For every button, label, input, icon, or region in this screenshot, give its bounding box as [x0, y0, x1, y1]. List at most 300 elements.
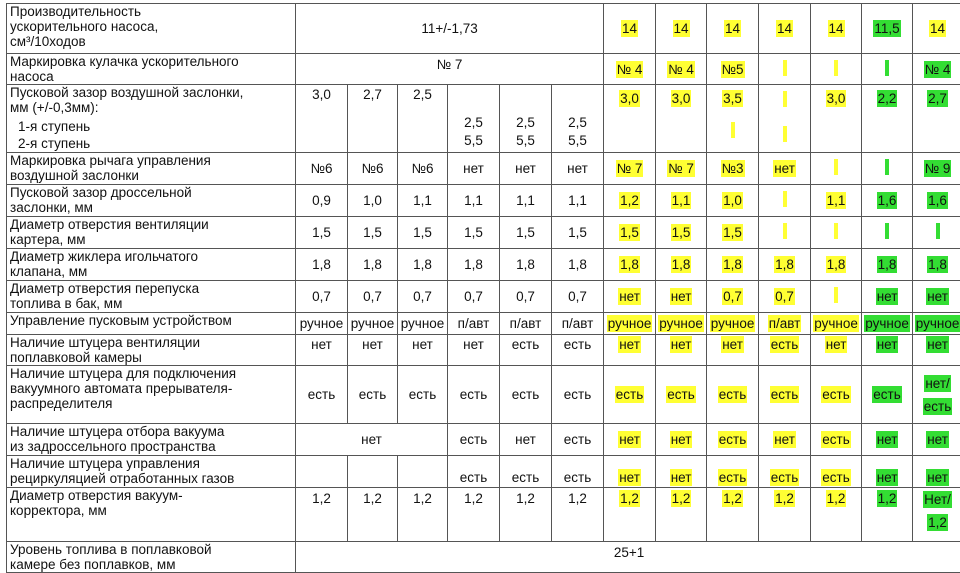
value-cell: [348, 85, 398, 153]
table-row: [7, 488, 960, 542]
value-cell: есть: [552, 456, 604, 488]
highlighted-value: есть: [718, 431, 747, 448]
value-cell: есть: [552, 366, 604, 424]
value-cell: п/авт: [448, 313, 500, 335]
row-label: [7, 335, 296, 366]
table-row: [7, 185, 960, 217]
table-row: [7, 542, 960, 573]
highlighted-cell: [707, 335, 759, 366]
highlighted-value: есть: [718, 386, 747, 403]
highlighted-cell: [759, 313, 811, 335]
value-cell: [398, 85, 448, 153]
value-top: 3,0: [312, 85, 331, 115]
highlighted-cell: [862, 54, 913, 85]
highlighted-value: есть: [923, 398, 952, 415]
highlighted-cell: [759, 366, 811, 424]
highlighted-cell: [707, 153, 759, 185]
table-row: [7, 456, 960, 488]
row-label: [7, 85, 296, 153]
highlighted-value: 14: [929, 20, 946, 37]
highlighted-cell: [656, 217, 707, 249]
highlight-mark: [834, 60, 838, 76]
highlighted-value: 1,2: [774, 490, 795, 507]
highlighted-cell: [604, 185, 656, 217]
highlighted-value: нет: [670, 336, 693, 353]
highlighted-value: 1,8: [927, 256, 948, 273]
highlighted-value: № 4: [616, 61, 644, 78]
highlighted-cell: [604, 366, 656, 424]
value-cell: нет: [448, 153, 500, 185]
value-cell: 1,5: [448, 217, 500, 249]
highlighted-value: нет: [876, 431, 899, 448]
highlight-mark: [783, 126, 787, 142]
value-cell: 1,8: [348, 249, 398, 281]
value-cell: ручное: [296, 313, 348, 335]
value-cell: 1,8: [552, 249, 604, 281]
highlighted-cell: [811, 313, 862, 335]
value-cell: 1,0: [348, 185, 398, 217]
value-step1: 2,5: [568, 115, 587, 133]
highlighted-value: 1,8: [722, 256, 743, 273]
highlighted-cell: [811, 153, 862, 185]
highlighted-value: 1,0: [722, 192, 743, 209]
highlighted-value: 1,2: [619, 490, 640, 507]
value-top: 2,5: [413, 85, 432, 115]
highlighted-cell: [913, 281, 960, 313]
highlighted-value: нет: [926, 288, 949, 305]
value-cell: нет: [296, 335, 348, 366]
highlighted-cell: [862, 153, 913, 185]
highlighted-cell: [913, 335, 960, 366]
highlighted-value: нет: [876, 336, 899, 353]
row-label-line: ускорительного насоса,: [10, 19, 295, 34]
highlighted-cell: [707, 366, 759, 424]
row-label: [7, 54, 296, 85]
highlighted-value: № 7: [667, 160, 695, 177]
row-label-line: Производительность: [10, 4, 295, 19]
row-label-line: Управление пусковым устройством: [10, 313, 295, 328]
highlighted-value: 3,0: [826, 90, 847, 107]
highlighted-value: 14: [828, 20, 845, 37]
highlighted-value: нет: [825, 336, 848, 353]
value-cell: 1,5: [500, 217, 552, 249]
highlighted-cell: [656, 366, 707, 424]
table-row: [7, 85, 960, 153]
highlighted-value: 3,0: [619, 90, 640, 107]
highlighted-cell: [811, 4, 862, 54]
value-cell: ручное: [398, 313, 448, 335]
highlighted-cell: [862, 456, 913, 488]
value-cell: есть: [448, 456, 500, 488]
value-cell: 1,1: [398, 185, 448, 217]
row-label-line: Пусковой зазор дроссельной: [10, 185, 295, 200]
row-label: [7, 185, 296, 217]
row-label: [7, 217, 296, 249]
highlight-mark: [834, 223, 838, 239]
highlighted-value: № 9: [924, 160, 952, 177]
value-stack: [448, 85, 499, 151]
highlighted-value: 1,8: [826, 256, 847, 273]
row-sublabel: 1-я ступень: [10, 119, 295, 134]
highlighted-value: нет/: [924, 375, 950, 392]
value-cell: [398, 456, 448, 488]
row-label-line: рециркуляцией отработанных газов: [10, 471, 295, 486]
value-cell: №6: [296, 153, 348, 185]
value-cell: 0,7: [552, 281, 604, 313]
highlighted-cell: [862, 85, 913, 153]
highlighted-value: 1,2: [722, 490, 743, 507]
row-label: [7, 249, 296, 281]
highlighted-value: 2,7: [927, 90, 948, 107]
table-row: [7, 335, 960, 366]
value-cell: ручное: [348, 313, 398, 335]
highlight-mark: [834, 159, 838, 175]
highlighted-value: 1,5: [671, 224, 692, 241]
row-label-line: Диаметр отверстия перепуска: [10, 281, 295, 296]
highlighted-value: ручное: [864, 315, 910, 332]
value-stack: [552, 85, 603, 151]
value-cell: есть: [448, 366, 500, 424]
highlighted-cell: [862, 4, 913, 54]
highlighted-value: 14: [673, 20, 690, 37]
table-row: [7, 366, 960, 424]
highlighted-cell: [862, 424, 913, 456]
row-label-line: Диаметр отверстия вентиляции: [10, 217, 295, 232]
value-cell: есть: [448, 424, 500, 456]
value-cell: №6: [398, 153, 448, 185]
highlighted-cell: [656, 424, 707, 456]
value-cell: 1,8: [296, 249, 348, 281]
highlighted-value: ручное: [915, 315, 960, 332]
highlighted-cell: [604, 249, 656, 281]
highlighted-value: 1,8: [619, 256, 640, 273]
highlighted-value: Нет/: [923, 491, 952, 508]
highlighted-cell: [656, 185, 707, 217]
highlighted-cell: [707, 249, 759, 281]
highlighted-cell: [913, 313, 960, 335]
highlighted-cell: [811, 54, 862, 85]
highlighted-cell: [759, 456, 811, 488]
value-step2: 5,5: [516, 133, 535, 151]
value-cell: п/авт: [552, 313, 604, 335]
highlighted-cell: [811, 488, 862, 542]
table-row: [7, 4, 960, 54]
value-cell: [348, 456, 398, 488]
row-label-line: вакуумного автомата прерывателя-: [10, 381, 295, 396]
value-cell: 0,7: [296, 281, 348, 313]
highlighted-value: 14: [724, 20, 741, 37]
value-cell: 1,2: [500, 488, 552, 542]
highlighted-cell: [862, 313, 913, 335]
value-cell: 0,7: [448, 281, 500, 313]
highlighted-value: есть: [821, 469, 850, 486]
highlighted-value: 1,8: [774, 256, 795, 273]
highlighted-cell: [862, 335, 913, 366]
row-label-line: камере без поплавков, мм: [10, 557, 295, 572]
highlighted-value: нет: [876, 288, 899, 305]
highlighted-cell: [862, 366, 913, 424]
row-label-line: топлива в бак, мм: [10, 296, 295, 311]
highlighted-value: 1,2: [927, 514, 948, 531]
value-cell: 1,1: [448, 185, 500, 217]
value-cell: 1,2: [296, 488, 348, 542]
row-label-line: Наличие штуцера отбора вакуума: [10, 424, 295, 439]
highlighted-cell: [811, 456, 862, 488]
value-stack: [348, 85, 397, 151]
highlighted-cell: [707, 217, 759, 249]
row-label-line: картера, мм: [10, 232, 295, 247]
highlighted-cell: [811, 185, 862, 217]
value-cell: есть: [500, 335, 552, 366]
value-cell: есть: [348, 366, 398, 424]
value-cell: есть: [398, 366, 448, 424]
highlighted-cell: [707, 488, 759, 542]
row-label: [7, 281, 296, 313]
value-cell: п/авт: [500, 313, 552, 335]
table-row: [7, 54, 960, 85]
highlighted-cell: [656, 335, 707, 366]
highlighted-cell: [913, 366, 960, 424]
highlighted-cell: [707, 85, 759, 153]
value-cell: [552, 85, 604, 153]
value-cell: 1,8: [448, 249, 500, 281]
highlighted-value: 1,5: [722, 224, 743, 241]
highlighted-value: 1,8: [671, 256, 692, 273]
highlight-mark: [885, 60, 889, 76]
row-label: [7, 313, 296, 335]
highlighted-value: есть: [821, 386, 850, 403]
value-cell: 0,7: [398, 281, 448, 313]
highlight-mark: [885, 159, 889, 175]
highlighted-value: нет: [618, 288, 641, 305]
highlighted-cell: [811, 424, 862, 456]
highlighted-value: нет: [670, 288, 693, 305]
row-sublabel: 2-я ступень: [10, 136, 295, 151]
value-cell: [296, 456, 348, 488]
highlighted-cell: [707, 424, 759, 456]
value-cell: 0,7: [348, 281, 398, 313]
highlight-mark: [834, 287, 838, 303]
value-cell: 1,5: [552, 217, 604, 249]
highlighted-value: 11,5: [873, 20, 900, 37]
highlighted-cell: [707, 185, 759, 217]
highlighted-two-line: [913, 491, 960, 531]
highlighted-value: 3,5: [722, 90, 743, 107]
highlighted-cell: [811, 249, 862, 281]
highlighted-value: 14: [621, 20, 638, 37]
highlighted-value: № 7: [616, 160, 644, 177]
highlighted-cell: [707, 281, 759, 313]
highlighted-cell: [656, 281, 707, 313]
row-label: [7, 4, 296, 54]
highlighted-value: 1,1: [671, 192, 692, 209]
table-row: [7, 153, 960, 185]
highlighted-value: нет: [926, 469, 949, 486]
highlight-mark: [707, 122, 758, 141]
value-cell: 1,5: [348, 217, 398, 249]
highlighted-cell: [759, 153, 811, 185]
highlighted-value: 1,8: [877, 256, 898, 273]
highlighted-cell: [604, 313, 656, 335]
value-cell: 1,1: [552, 185, 604, 217]
highlighted-cell: [913, 424, 960, 456]
value-cell: нет: [552, 153, 604, 185]
table-row: [7, 313, 960, 335]
value-cell: 1,5: [296, 217, 348, 249]
highlighted-cell: [913, 153, 960, 185]
row-label: [7, 456, 296, 488]
value-cell: есть: [552, 335, 604, 366]
highlighted-cell: [759, 281, 811, 313]
value-cell: 1,8: [398, 249, 448, 281]
highlighted-cell: [862, 488, 913, 542]
highlighted-value: нет: [773, 431, 796, 448]
highlighted-value: нет: [926, 336, 949, 353]
value-stack: [398, 85, 447, 151]
highlighted-value: 1,1: [826, 192, 847, 209]
row-label-line: распределителя: [10, 396, 295, 411]
highlighted-cell: [656, 249, 707, 281]
highlighted-cell: [913, 185, 960, 217]
highlighted-value: № 4: [667, 61, 695, 78]
highlighted-cell: [759, 335, 811, 366]
row-label-line: Наличие штуцера вентиляции: [10, 335, 295, 350]
row-label-line: Уровень топлива в поплавковой: [10, 542, 295, 557]
highlighted-cell: [811, 335, 862, 366]
value-cell: 1,2: [448, 488, 500, 542]
highlighted-value: 1,2: [671, 490, 692, 507]
value-step2: 5,5: [464, 133, 483, 151]
highlight-mark: [885, 223, 889, 239]
value-stack: [500, 85, 551, 151]
highlighted-value: 3,0: [671, 90, 692, 107]
highlighted-cell: [862, 217, 913, 249]
highlighted-value: №3: [721, 160, 745, 177]
highlighted-cell: [656, 456, 707, 488]
highlighted-cell: [707, 313, 759, 335]
highlighted-value: есть: [770, 469, 799, 486]
highlighted-value: 0,7: [722, 288, 743, 305]
highlighted-cell: [811, 217, 862, 249]
value-cell: 0,9: [296, 185, 348, 217]
row-label-line: Диаметр отверстия вакуум-: [10, 488, 295, 503]
value-cell: №6: [348, 153, 398, 185]
value-cell: нет: [500, 153, 552, 185]
highlighted-cell: [656, 488, 707, 542]
highlighted-cell: [656, 85, 707, 153]
highlight-mark: [783, 91, 787, 107]
highlighted-value: п/авт: [768, 315, 802, 332]
row-label-line: насоса: [10, 69, 295, 84]
table-row: [7, 424, 960, 456]
value-cell: [296, 85, 348, 153]
highlighted-value: 1,2: [826, 490, 847, 507]
highlighted-cell: [604, 488, 656, 542]
highlighted-cell: [862, 249, 913, 281]
highlighted-value: нет: [773, 160, 796, 177]
row-label-line: клапана, мм: [10, 264, 295, 279]
row-label-line: мм (+/-0,3мм):: [10, 100, 295, 115]
highlighted-cell: [913, 249, 960, 281]
merged-value: 25+1: [296, 542, 960, 573]
row-label: [7, 424, 296, 456]
value-top: 2,7: [363, 85, 382, 115]
highlighted-cell: [656, 153, 707, 185]
value-stack: [296, 85, 347, 151]
row-label-line: заслонки, мм: [10, 200, 295, 215]
highlighted-cell: [604, 85, 656, 153]
highlighted-cell: [604, 54, 656, 85]
value-cell: [500, 85, 552, 153]
highlighted-value: нет: [618, 336, 641, 353]
highlighted-value: нет: [670, 431, 693, 448]
value-cell: есть: [552, 424, 604, 456]
row-label-line: Наличие штуцера для подключения: [10, 366, 295, 381]
highlighted-cell: [759, 185, 811, 217]
highlighted-value: 1,5: [619, 224, 640, 241]
highlight-mark: [783, 60, 787, 76]
row-label: [7, 488, 296, 542]
highlighted-cell: [707, 4, 759, 54]
row-label-line: из задроссельного пространства: [10, 439, 295, 454]
highlighted-value: 1,2: [877, 490, 898, 507]
highlighted-cell: [604, 424, 656, 456]
highlighted-value: есть: [718, 469, 747, 486]
highlighted-value: 1,2: [619, 192, 640, 209]
row-label-line: Диаметр жиклера игольчатого: [10, 249, 295, 264]
highlighted-cell: [656, 54, 707, 85]
value-cell: 1,2: [398, 488, 448, 542]
highlighted-value: есть: [770, 336, 799, 353]
highlighted-value: есть: [872, 386, 901, 403]
highlighted-value: нет: [876, 469, 899, 486]
highlighted-value: 2,2: [877, 90, 898, 107]
highlighted-cell: [759, 217, 811, 249]
highlighted-cell: [604, 456, 656, 488]
value-cell: 0,7: [500, 281, 552, 313]
highlighted-value: нет: [618, 431, 641, 448]
carburetor-spec-table: [6, 3, 960, 573]
value-cell: 1,1: [500, 185, 552, 217]
highlighted-value: ручное: [658, 315, 704, 332]
highlighted-cell: [811, 85, 862, 153]
table-row: [7, 217, 960, 249]
merged-value: № 7: [296, 54, 604, 85]
highlighted-cell: [759, 249, 811, 281]
value-cell: есть: [500, 456, 552, 488]
highlighted-cell: [759, 54, 811, 85]
highlighted-cell: [604, 4, 656, 54]
highlighted-cell: [913, 54, 960, 85]
highlighted-cell: [604, 281, 656, 313]
highlighted-value: есть: [770, 386, 799, 403]
highlighted-cell: [862, 185, 913, 217]
value-cell: нет: [348, 335, 398, 366]
value-cell: есть: [296, 366, 348, 424]
value-cell: 1,5: [398, 217, 448, 249]
value-cell: есть: [500, 366, 552, 424]
highlighted-value: нет: [670, 469, 693, 486]
value-step2: 5,5: [568, 133, 587, 151]
highlighted-cell: [862, 281, 913, 313]
highlighted-cell: [656, 4, 707, 54]
highlighted-cell: [811, 366, 862, 424]
highlighted-cell: [913, 4, 960, 54]
highlighted-value: ручное: [607, 315, 653, 332]
highlighted-cell: [604, 153, 656, 185]
highlighted-value: нет: [618, 469, 641, 486]
highlighted-cell: [759, 488, 811, 542]
